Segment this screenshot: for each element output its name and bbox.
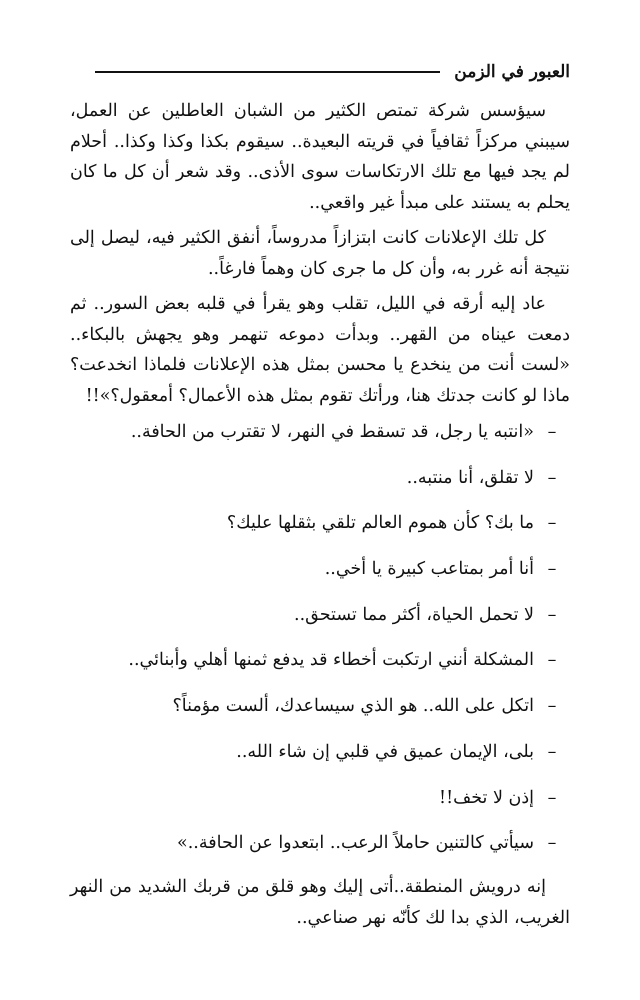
dialogue-dash: – (547, 696, 557, 717)
dialogue-dash: – (547, 513, 557, 534)
dialogue-dash: – (547, 559, 557, 580)
dialogue-line: – «انتبه يا رجل، قد تسقط في النهر، لا تقترب من الحافة.. (70, 417, 570, 447)
dialogue-dash: – (547, 833, 557, 854)
dialogue-line: – بلى، الإيمان عميق في قلبي إن شاء الله.. (70, 737, 570, 767)
closing-paragraph: إنه درويش المنطقة..أتى إليك وهو قلق من قربك الشديد من النهر الغريب، الذي بدا لك كأنّه نهر صناعي.. (70, 877, 570, 928)
dialogue-dash: – (547, 650, 557, 671)
page-body (70, 96, 570, 938)
dialogue-list (70, 417, 570, 858)
dialogue-line: – لا تحمل الحياة، أكثر مما تستحق.. (70, 600, 570, 630)
dialogue-dash: – (547, 422, 557, 442)
book-title: العبور في الزمن (454, 62, 570, 82)
dialogue-dash: – (547, 467, 557, 488)
dialogue-line: – المشكلة أنني ارتكبت أخطاء قد يدفع ثمنها أهلي وأبنائي.. (70, 645, 570, 675)
dialogue-line: – أنا أمر بمتاعب كبيرة يا أخي.. (70, 554, 570, 584)
dialogue-line: – سيأتي كالتنين حاملاً الرعب.. ابتعدوا عن الحافة..» (70, 828, 570, 858)
paragraph: عاد إليه أرقه في الليل، تقلب وهو يقرأ في قلبه بعض السور.. ثم دمعت عيناه من القهر.. وبدأت دموعه تنهمر وهو يجهش بالبكاء.. «لست أنت من ينخدع يا محسن بمثل هذه الإعلانات فلماذا انخدعت؟ ماذا لو كانت جدتك هنا، ورأتك تقوم بمثل هذه الأعمال؟ أمعقول؟»!! (70, 294, 570, 406)
header-rule (95, 71, 440, 73)
dialogue-line: – إذن لا تخف!! (70, 783, 570, 813)
paragraph: كل تلك الإعلانات كانت ابتزازاً مدروساً، أنفق الكثير فيه، ليصل إلى نتيجة أنه غرر به، وأن كل ما جرى كان وهماً فارغاً.. (70, 228, 570, 279)
dialogue-dash: – (547, 741, 557, 762)
dialogue-line: – اتكل على الله.. هو الذي سيساعدك، ألست مؤمناً؟ (70, 691, 570, 721)
running-header (95, 62, 570, 82)
dialogue-dash: – (547, 604, 557, 625)
paragraph: سيؤسس شركة تمتص الكثير من الشبان العاطلين عن العمل، سيبني مركزاً ثقافياً في قريته البعيدة.. سيقوم بكذا وكذا وكذا.. أحلام لم يجد فيها مع تلك الارتكاسات سوى الأذى.. وقد شعر أن كل ما كان يحلم به يستند على مبدأ غير واقعي.. (70, 101, 570, 213)
dialogue-line: – لا تقلق، أنا منتبه.. (70, 463, 570, 493)
dialogue-line: – ما بك؟ كأن هموم العالم تلقي بثقلها عليك؟ (70, 508, 570, 538)
dialogue-dash: – (547, 787, 557, 808)
